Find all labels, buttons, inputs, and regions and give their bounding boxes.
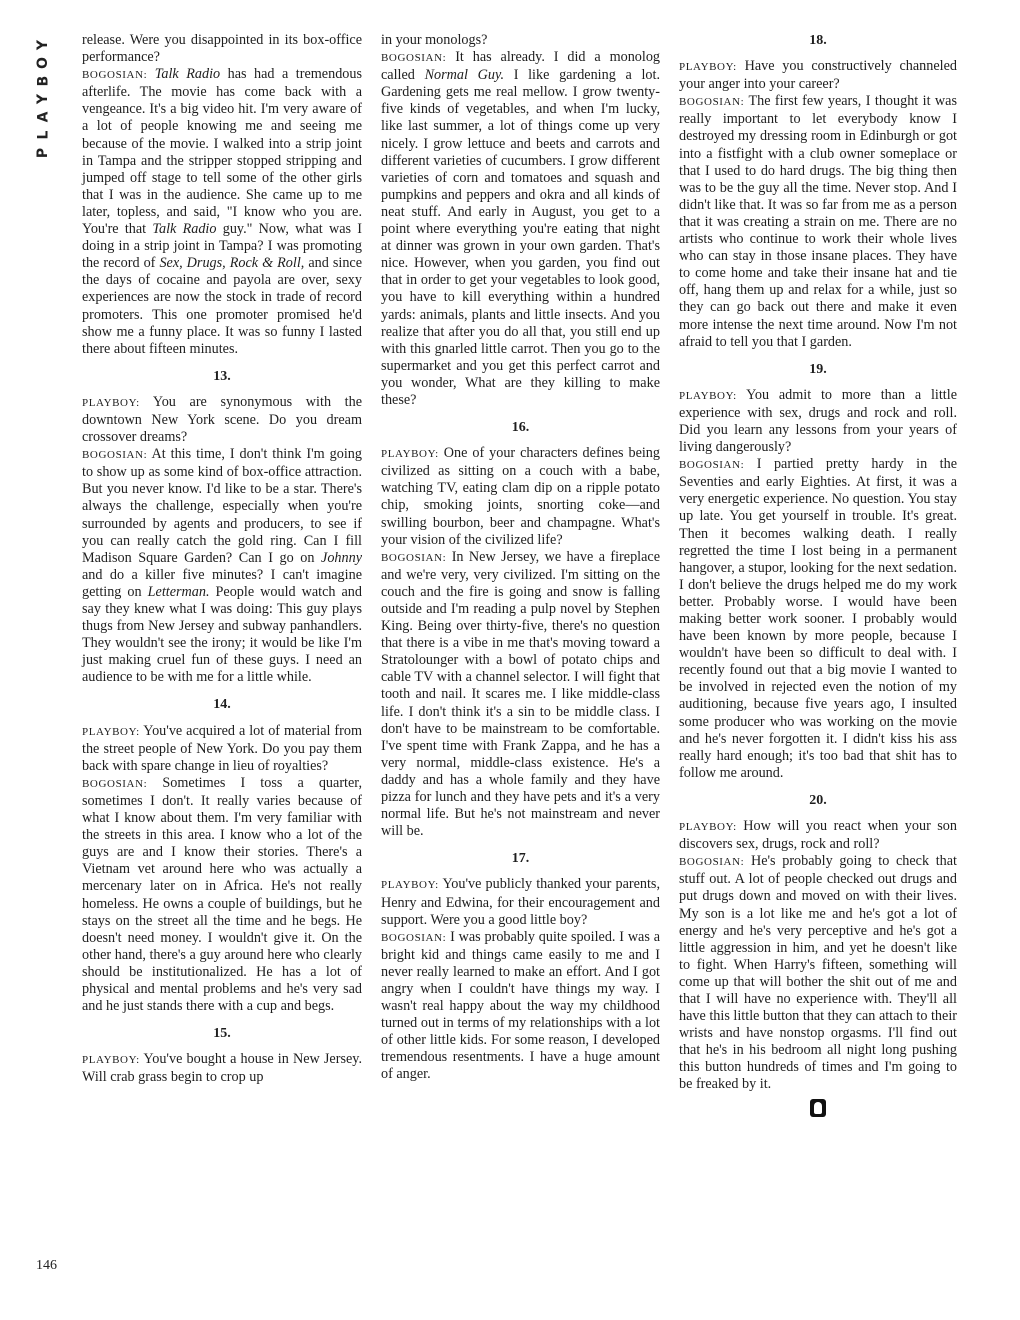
answer-15: BOGOSIAN: It has already. I did a monolog called Normal Guy. I like gardening a lot. Gardening gets me real mellow. I grow twenty-five kinds of vegetables, and when I'm lucky, like last summer, a lot of things come up very nicely. I grow lettuce and beets and carrots and different varieties of cucumbers. I grow different varieties of corn and tomatoes and squash and pumpkins and peppers and okra and all kinds of neat stuff. And early in August, you get to a point where everything you're eating that night at dinner was grown in your own garden. That's nice. However, when you garden, you find out that in order to get your vegetables to look good, you have to kill everything within a hundred yards: animals, plants and little insects. And you realize that after you do all that, you still end up with this gnarled little carrot. Then you go to the supermarket and you get this perfect carrot and you wonder, What are they killing to make these? xyxy=(381,49,661,408)
answer-13: BOGOSIAN: At this time, I don't think I'm going to show up as some kind of box-office attraction. But you never know. I'd like to be a star. There's always the challenge, especially when you're surrounded by agents and producers, to see if you can really catch the gold ring. Can I fill Madison Square Garden? Can I go on Johnny and do a killer five minutes? I can't imagine getting on Letterman. People would watch and say they knew what I was doing: This guy plays thugs from New Jersey and subway panhandlers. They wouldn't see the irony; it would be like I'm just making cruel fun of these guys. I need an audience to be with me for a little while. xyxy=(82,446,363,686)
question-number: 17. xyxy=(511,851,530,867)
speaker-label: BOGOSIAN: xyxy=(679,856,745,869)
masthead-letter: O xyxy=(35,57,51,69)
question-20: PLAYBOY: How will you react when your son discovers sex, drugs, rock and roll? xyxy=(679,818,957,853)
page-number: 146 xyxy=(36,1258,57,1273)
question-number: 20. xyxy=(809,792,827,808)
paragraph: release. Were you disappointed in its box-office performance? xyxy=(82,32,362,66)
speaker-label: BOGOSIAN: xyxy=(381,52,447,65)
magazine-masthead-vertical xyxy=(30,36,56,162)
speaker-label: PLAYBOY: xyxy=(381,448,439,461)
answer-20: BOGOSIAN: He's probably going to check that stuff out. A lot of people checked out drugs and put drugs down and moved on with their lives. My son is a lot like me and he's got a lot of energy and he's very perceptive and he's got a little aggression in him, and yet he doesn't like to fight. When Harry's fifteen, something will come up that will bother the shit out of me and that I will have no experience with. They'll all have this little button that they can attach to their wrists and have nonstop orgasms. I'll find out that he's in his bedroom all night long pushing this button hundreds of times and I'm going to be freaked by it. xyxy=(679,853,957,1093)
question-number: 18. xyxy=(809,33,827,48)
speaker-label: BOGOSIAN: xyxy=(381,551,447,564)
paragraph: in your monologs? xyxy=(381,32,488,48)
masthead-letter: A xyxy=(35,111,51,123)
speaker-label: PLAYBOY: xyxy=(82,1054,140,1067)
speaker-label: PLAYBOY: xyxy=(679,61,737,74)
question-14: PLAYBOY: You've acquired a lot of material from the street people of New York. Do you pay them back with spare change in lieu of royalties? xyxy=(82,722,362,774)
masthead-letter: Y xyxy=(34,93,51,105)
question-number: 19. xyxy=(809,361,827,377)
speaker-label: PLAYBOY: xyxy=(82,725,140,738)
answer-12: BOGOSIAN: Talk Radio has had a tremendous afterlife. The movie has come back with a vengeance. It's a big video hit. I'm very aware of a lot of people knowing me and seeing me because of the movie. I walked into a strip joint in Tampa and the stripper stopped stripping and jumped off stage to tell some of the other girls that I was in the audience. She came up to me later, topless, and said, "I know who you are. You're that Talk Radio guy." Now, what was I doing in a strip joint in Tampa? I was promoting the record of Sex, Drugs, Rock & Roll, and since the days of cocaine and payola are over, sexy experiences are now the stock in trade of record promoters. This one promoter promised he'd show me a funny place. It was so funny I lasted there about fifteen minutes. xyxy=(82,66,363,357)
speaker-label: BOGOSIAN: xyxy=(679,96,745,109)
question-number: 15. xyxy=(213,1026,231,1042)
question-13: PLAYBOY: You are synonymous with the downtown New York scene. Do you dream crossover dreams? xyxy=(82,393,362,446)
speaker-label: PLAYBOY: xyxy=(381,879,439,892)
speaker-label: PLAYBOY: xyxy=(679,821,737,834)
answer-17: BOGOSIAN: I was probably quite spoiled. I was a bright kid and things came easily to me and I never really learned to make an effort. And I got angry when I couldn't have things my way. I wasn't real happy about the way my childhood turned out in terms of my relationships with a lot of other little kids. For some reason, I developed tremendous resentments. I have a huge amount of anger. xyxy=(381,928,660,1083)
answer-16: BOGOSIAN: In New Jersey, we have a fireplace and we're very, very civilized. I'm sitting on the couch and the fire is going and snow is falling outside and I'm reading a pulp novel by Stephen King. Being over thirty-five, there's no question that there is a vibe in me that's moving toward a Stratolounger with a bowl of potato chips and cable TV with a channel selector. I will fight that tooth and nail. It scares me. I like middle-class life. I don't think it's a sin to be middle class. I don't have to be mainstream to be comfortable. I've spent time with Frank Zappa, and he has a very normal, middle-class existence. He's a daddy and has a whole family and they have pizza for lunch and they have pets and it's a very normal life. But he's not mainstream and never will be. xyxy=(381,548,660,840)
question-15: PLAYBOY: You've bought a house in New Jersey. Will crab grass begin to crop up xyxy=(82,1051,362,1086)
text-column-3 xyxy=(679,32,957,1117)
question-19: PLAYBOY: You admit to more than a little experience with sex, drugs and rock and roll. Did you learn any lessons from your years of living dangerously? xyxy=(679,386,957,456)
text-column-2 xyxy=(381,32,660,1084)
speaker-label: BOGOSIAN: xyxy=(82,777,148,790)
masthead-letter: Y xyxy=(34,39,51,51)
speaker-label: BOGOSIAN: xyxy=(82,69,148,82)
question-number: 16. xyxy=(511,420,530,436)
text-column-1 xyxy=(82,32,362,1086)
speaker-label: BOGOSIAN: xyxy=(679,459,745,472)
speaker-label: BOGOSIAN: xyxy=(82,449,148,462)
answer-14: BOGOSIAN: Sometimes I toss a quarter, sometimes I don't. It really varies because of what I know about them. I'm very familiar with the streets in this area. I know who a lot of the guys are and I know their stories. There's a Vietnam vet around here who was actually a mercenary later on in Africa. He's not really homeless. He owns a couple of buildings, but he stays on the street all the time and he begs. He doesn't need money. I wouldn't give it. On the other hand, there's a guy around here who clearly should be institutionalized. He has a lot of physical and mental problems and he's very sad and he just stands there with a cup and begs. xyxy=(82,774,362,1015)
answer-18: BOGOSIAN: The first few years, I thought it was really important to let everybody know I destroyed my dressing room in Edinburgh or got into a fistfight with a club owner someplace or that I used to do hard drugs. The big thing then was to be the guy all the time. Never stop. And I didn't like that. It was so far from me as a person that it was creating a strain on me. There are no artists who continue to work their whole lives who can stay in those insane places. They have to come home and take their insane hat and tie off, hang them up and relax for a while, just so they can go back out there and make it even more intense the next time around. Now I'm not afraid to tell you that I garden. xyxy=(679,93,957,350)
rabbit-head-end-mark-icon xyxy=(810,1099,826,1117)
masthead-letter: P xyxy=(34,147,51,159)
masthead-letter: L xyxy=(34,130,51,140)
question-number: 13. xyxy=(213,368,231,384)
speaker-label: BOGOSIAN: xyxy=(381,931,447,944)
speaker-label: PLAYBOY: xyxy=(679,389,737,402)
answer-19: BOGOSIAN: I partied pretty hardy in the Seventies and early Eighties. At first, it was a very energetic experience. No question. You stay up late. You get yourself in trouble. It's great. Then it becomes walking death. I really regretted the time I lost being in a permanent hangover, a stupor, looking for the next sedation. I don't believe the drugs helped me do my work better. Probably worse. I would have been making better work sooner. I probably would have been known by more people, because I wouldn't have been so difficult to deal with. I recently found out that a big movie I wanted to be involved in rejected even the notion of my auditioning, because five years ago, I insulted some producer who was working on the movie and he's never forgotten it. I didn't kiss his ass really hard enough; it's too bad that shit has to follow me around. xyxy=(679,456,957,781)
speaker-label: PLAYBOY: xyxy=(82,396,140,409)
question-number: 14. xyxy=(213,697,231,713)
masthead-letter: B xyxy=(34,75,51,87)
question-17: PLAYBOY: You've publicly thanked your parents, Henry and Edwina, for their encouragement and support. Were you a good little boy? xyxy=(381,876,660,928)
question-16: PLAYBOY: One of your characters defines being civilized as sitting on a couch with a babe, watching TV, eating clam dip on a ripple potato chip, smoking joints, snorting coke—and swilling bourbon, beer and champagne. What's your vision of the civilized life? xyxy=(381,445,660,548)
question-18: PLAYBOY: Have you constructively channeled your anger into your career? xyxy=(679,58,958,93)
